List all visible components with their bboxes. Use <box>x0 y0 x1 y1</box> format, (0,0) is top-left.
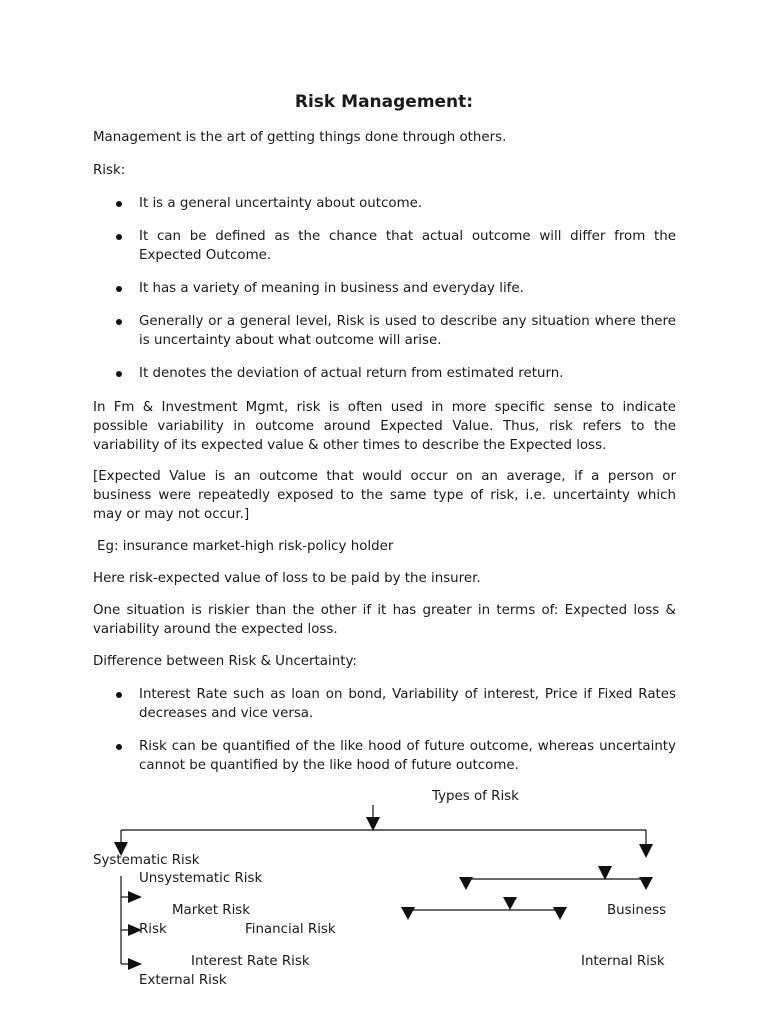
arrowhead-down-icon <box>598 866 612 880</box>
fm-paragraph: In Fm & Investment Mgmt, risk is often used in more specific sense to indicate possible variability in outcome around Expected Value. Thus, risk refers to the variability of its expected value & other times to describe the Expected loss. <box>93 400 676 453</box>
list-item: It has a variety of meaning in business and everyday life. <box>93 279 676 298</box>
arrowhead-down-icon <box>553 907 567 920</box>
arrowhead-down-icon <box>639 877 653 890</box>
list-item: Interest Rate such as loan on bond, Variability of interest, Price if Fixed Rates decreases and vice versa. <box>93 685 676 723</box>
unsystematic-risk-label: Unsystematic Risk <box>139 871 263 886</box>
arrowhead-down-icon <box>503 897 517 910</box>
difference-label: Difference between Risk & Uncertainty: <box>93 654 357 669</box>
list-item: It denotes the deviation of actual return from estimated return. <box>93 364 676 383</box>
market-risk-label: Market Risk <box>172 903 251 918</box>
arrowhead-down-icon <box>366 817 380 831</box>
intro-paragraph: Management is the art of getting things done through others. <box>93 130 507 145</box>
interest-rate-risk-label: Interest Rate Risk <box>191 954 310 969</box>
arrowhead-down-icon <box>639 844 653 858</box>
financial-risk-label: Financial Risk <box>245 922 336 937</box>
external-risk-label: External Risk <box>139 973 227 988</box>
example-line: Eg: insurance market-high risk-policy holder <box>97 539 394 554</box>
internal-risk-label: Internal Risk <box>581 954 665 969</box>
business-label: Business <box>607 903 667 918</box>
insurer-line: Here risk-expected value of loss to be paid by the insurer. <box>93 571 481 586</box>
risk-label: Risk: <box>93 163 126 178</box>
list-item: Generally or a general level, Risk is used to describe any situation where there is uncertainty about what outcome will arise. <box>93 312 676 350</box>
expected-value-paragraph: [Expected Value is an outcome that would occur on an average, if a person or business were repeatedly exposed to the same type of risk, i.e. uncertainty which may or may not occur.] <box>93 469 676 522</box>
arrowhead-down-icon <box>401 907 415 920</box>
risk-label-diagram: Risk <box>139 922 167 937</box>
arrowhead-right-icon <box>128 891 142 903</box>
riskier-paragraph: One situation is riskier than the other if it has greater in terms of: Expected loss & variability around the expected loss. <box>93 603 676 637</box>
list-item: It is a general uncertainty about outcome. <box>93 194 676 213</box>
diagram-root-label: Types of Risk <box>432 789 519 804</box>
systematic-risk-label: Systematic Risk <box>93 853 200 868</box>
arrowhead-down-icon <box>459 877 473 890</box>
arrowhead-right-icon <box>128 958 142 970</box>
page-title: Risk Management: <box>294 92 474 112</box>
list-item: Risk can be quantified of the like hood of future outcome, whereas uncertainty cannot be quantified by the like hood of future outcome. <box>93 737 676 775</box>
list-item: It can be defined as the chance that actual outcome will differ from the Expected Outcome. <box>93 227 676 265</box>
